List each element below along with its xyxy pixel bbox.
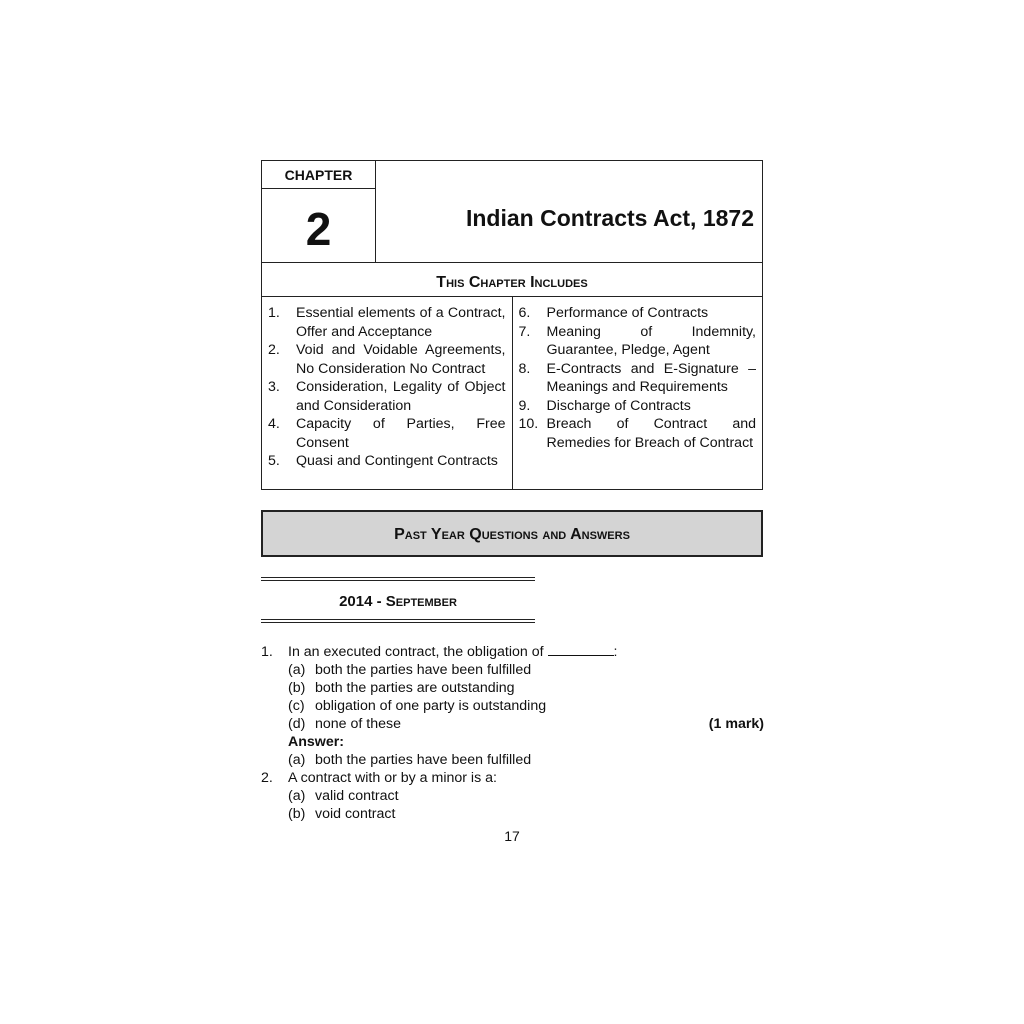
item-number: 3. bbox=[268, 379, 280, 395]
option-text: none of these bbox=[315, 716, 401, 732]
item-number: 5. bbox=[268, 453, 280, 469]
answer-line bbox=[261, 751, 764, 769]
item-text: E-Contracts and E-Signature – Meanings and Requirements bbox=[546, 360, 756, 395]
list-item bbox=[519, 304, 757, 323]
question-suffix: : bbox=[613, 644, 618, 660]
question-prompt: A contract with or by a minor is a: bbox=[288, 770, 497, 786]
option-b bbox=[261, 805, 764, 823]
question-1 bbox=[261, 643, 764, 661]
item-number: 1. bbox=[268, 305, 280, 321]
list-item bbox=[268, 304, 506, 341]
list-item bbox=[268, 415, 506, 452]
chapter-number: 2 bbox=[262, 189, 376, 263]
list-item bbox=[268, 378, 506, 415]
question-text bbox=[288, 643, 617, 661]
list-item bbox=[519, 360, 757, 397]
item-number: 2. bbox=[268, 342, 280, 358]
option-b bbox=[261, 679, 764, 697]
chapter-includes-box bbox=[261, 262, 763, 490]
item-text: Void and Voidable Agreements, No Consideration No Contract bbox=[296, 342, 506, 377]
item-number: 8. bbox=[518, 360, 531, 377]
question-prompt: In an executed contract, the obligation of bbox=[288, 644, 544, 660]
answer-heading bbox=[261, 733, 764, 751]
item-text: Meaning of Indemnity, Guarantee, Pledge, Agent bbox=[546, 323, 756, 358]
list-item bbox=[519, 415, 757, 452]
option-label: (c) bbox=[288, 698, 305, 714]
item-number: 4. bbox=[268, 416, 280, 432]
item-number: 7. bbox=[518, 323, 531, 340]
option-label: (d) bbox=[288, 716, 306, 732]
option-label: (a) bbox=[288, 788, 306, 804]
option-text: both the parties are outstanding bbox=[315, 680, 515, 696]
option-c bbox=[261, 697, 764, 715]
list-item bbox=[268, 341, 506, 378]
chapter-label: CHAPTER bbox=[262, 161, 376, 189]
answer-label: Answer: bbox=[288, 734, 344, 750]
option-label: (a) bbox=[288, 752, 306, 768]
chapter-header bbox=[261, 160, 763, 263]
answer-text: both the parties have been fulfilled bbox=[315, 752, 532, 768]
list-item bbox=[519, 323, 757, 360]
option-label: (b) bbox=[288, 806, 306, 822]
item-text: Capacity of Parties, Free Consent bbox=[296, 416, 506, 451]
marks-label: (1 mark) bbox=[708, 716, 764, 732]
item-text: Essential elements of a Contract, Offer and Acceptance bbox=[296, 305, 506, 340]
option-a bbox=[261, 787, 764, 805]
option-text: obligation of one party is outstanding bbox=[315, 698, 547, 714]
question-number: 1. bbox=[261, 644, 273, 660]
option-text: void contract bbox=[315, 806, 396, 822]
includes-right-column bbox=[513, 297, 763, 489]
option-label: (a) bbox=[288, 662, 306, 678]
question-number: 2. bbox=[261, 770, 273, 786]
item-text: Breach of Contract and Remedies for Breach of Contract bbox=[546, 416, 756, 451]
item-text: Consideration, Legality of Object and Consideration bbox=[296, 379, 506, 414]
divider bbox=[261, 580, 535, 581]
item-text: Performance of Contracts bbox=[546, 305, 709, 321]
option-text: valid contract bbox=[315, 788, 399, 804]
includes-heading: This Chapter Includes bbox=[262, 263, 762, 297]
divider bbox=[261, 622, 535, 623]
chapter-title: Indian Contracts Act, 1872 bbox=[465, 205, 754, 231]
question-2 bbox=[261, 769, 764, 787]
page-number: 17 bbox=[504, 828, 520, 844]
list-item bbox=[268, 452, 506, 471]
item-number: 9. bbox=[518, 397, 531, 414]
year-heading: 2014 - September bbox=[339, 593, 457, 610]
item-text: Discharge of Contracts bbox=[546, 397, 691, 414]
item-number: 10. bbox=[518, 416, 539, 432]
past-year-banner: Past Year Questions and Answers bbox=[261, 510, 763, 557]
option-label: (b) bbox=[288, 680, 306, 696]
option-d bbox=[261, 715, 764, 733]
option-a bbox=[261, 661, 764, 679]
divider bbox=[261, 619, 535, 620]
option-text: both the parties have been fulfilled bbox=[315, 662, 532, 678]
list-item bbox=[519, 397, 757, 416]
item-text: Quasi and Contingent Contracts bbox=[296, 453, 498, 469]
divider bbox=[261, 577, 535, 578]
questions-section bbox=[261, 643, 764, 823]
includes-left-column bbox=[262, 297, 513, 489]
fill-blank bbox=[548, 644, 614, 656]
item-number: 6. bbox=[518, 305, 531, 321]
